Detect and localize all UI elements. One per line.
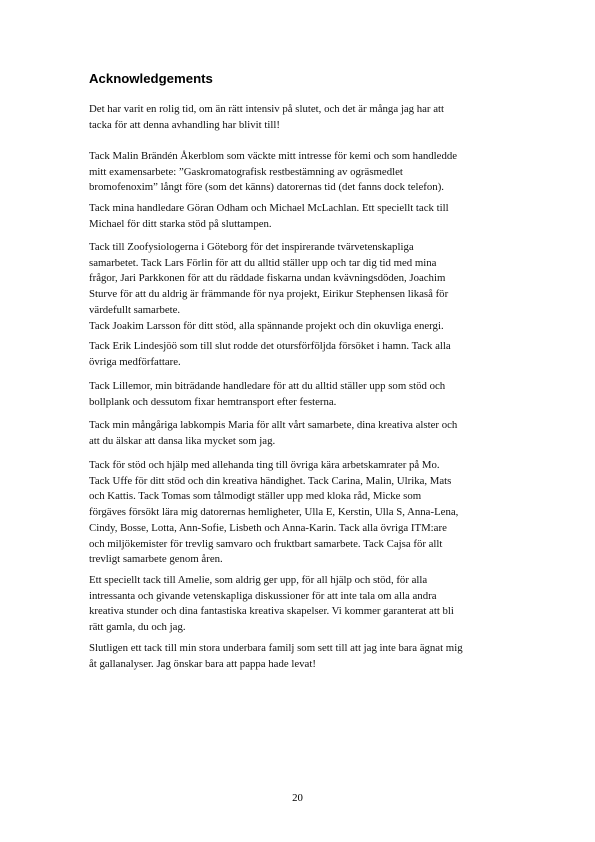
page-title: Acknowledgements <box>89 71 213 86</box>
paragraph-lillemor <box>89 379 445 410</box>
text-line: Tack Malin Brändén Åkerblom som väckte mitt intresse för kemi och som handledde <box>89 150 458 162</box>
text-line: Slutligen ett tack till min stora underbara familj som sett till att jag inte bara ägnat mig <box>89 642 463 654</box>
paragraph-colleagues <box>89 458 458 568</box>
text-line: övriga medförfattare. <box>89 355 181 368</box>
text-line: förgäves försökt lära mig datorernas hemligheter, Ulla E, Kerstin, Ulla S, Anna-Lena, <box>89 506 459 519</box>
paragraph-family <box>89 641 463 672</box>
text-line: samarbetet. Tack Lars Förlin för att du alltid ställer upp och tar dig tid med mina <box>89 256 437 269</box>
text-line: Tack mina handledare Göran Odham och Michael McLachlan. Ett speciellt tack till <box>89 202 449 214</box>
text-line: Tack till Zoofysiologerna i Göteborg för det inspirerande tvärvetenskapliga <box>89 241 414 253</box>
text-line: Det har varit en rolig tid, om än rätt intensiv på slutet, och det är många jag har att <box>89 103 444 115</box>
text-line: värdefullt samarbete. <box>89 303 181 316</box>
page-number: 20 <box>292 792 303 804</box>
text-line: Tack Uffe för ditt stöd och din kreativa händighet. Tack Carina, Malin, Ulrika, Mats <box>89 474 452 487</box>
text-line: mitt examensarbete: ”Gaskromatografisk restbestämning av ogräsmedlet <box>89 165 403 178</box>
text-line: trevligt samarbete genom åren. <box>89 553 223 566</box>
text-line: Tack för stöd och hjälp med allehanda ting till övriga kära arbetskamrater på Mo. <box>89 459 440 471</box>
text-line: och Kattis. Tack Tomas som tålmodigt ställer upp med kloka råd, Micke som <box>89 490 422 503</box>
text-line: Tack min mångåriga labkompis Maria för allt vårt samarbete, dina kreativa alster och <box>89 419 458 431</box>
text-line: rätt gamla, du och jag. <box>89 621 186 634</box>
text-line: kreativa stunder och dina fantastiska kreativa skapelser. Vi kommer garanterat att bli <box>89 605 454 618</box>
paragraph-supervisors <box>89 201 449 232</box>
text-line: intressanta och givande vetenskapliga diskussioner för att inte tala om alla andra <box>89 589 437 602</box>
text-line: att du älskar att dansa lika mycket som jag. <box>89 434 276 447</box>
paragraph-maria <box>89 418 457 449</box>
text-line: bollplank och dessutom fixar hemtransport efter festerna. <box>89 395 337 408</box>
paragraph-intro <box>89 102 444 133</box>
text-line: Ett speciellt tack till Amelie, som aldrig ger upp, för all hjälp och stöd, för alla <box>89 574 428 586</box>
text-line: Sturve för att du aldrig är främmande för nya projekt, Eirikur Stephensen likaså för <box>89 288 449 301</box>
paragraph-erik <box>89 339 451 370</box>
paragraph-malin <box>89 149 457 196</box>
text-line: och miljökemister för trevlig samvaro och fruktbart samarbete. Tack Cajsa för allt <box>89 537 443 550</box>
text-line: Tack Erik Lindesjöö som till slut rodde det otursförföljda försöket i hamn. Tack alla <box>89 340 451 352</box>
paragraph-amelie <box>89 573 454 636</box>
text-line: Tack Lillemor, min biträdande handledare för att du alltid ställer upp som stöd och <box>89 380 446 392</box>
text-line: tacka för att denna avhandling har blivit till! <box>89 118 280 131</box>
text-line: frågor, Jari Parkkonen för att du räddade fiskarna undan kvävningsdöden, Joachim <box>89 272 446 285</box>
text-line: Tack Joakim Larsson för ditt stöd, alla spännande projekt och din okuvliga energi. <box>89 319 444 332</box>
paragraph-zoofysiologi <box>89 240 448 334</box>
text-line: Cindy, Bosse, Lotta, Ann-Sofie, Lisbeth och Anna-Karin. Tack alla övriga ITM:are <box>89 521 447 534</box>
text-line: bromofenoxim” långt före (som det känns) datorernas tid (det fanns dock telefon). <box>89 181 444 194</box>
text-line: Michael för ditt starka stöd på sluttampen. <box>89 217 272 230</box>
text-line: åt gallanalyser. Jag önskar bara att pappa hade levat! <box>89 657 316 670</box>
